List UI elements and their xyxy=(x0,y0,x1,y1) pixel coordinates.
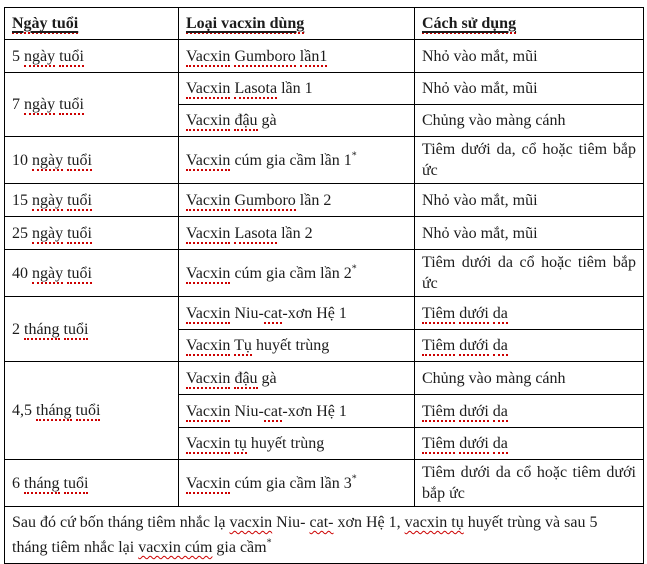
misspelled-text: Ngày tuổi xyxy=(12,15,79,32)
cell-text xyxy=(186,435,324,454)
text-run: cúm gia cầm lần 3 xyxy=(230,474,352,492)
vaccine-cell xyxy=(179,395,415,428)
misspelled-text: đậu xyxy=(234,112,258,129)
cell-text xyxy=(12,192,92,211)
vaccine-cell xyxy=(179,184,415,217)
text-run: lần 2 xyxy=(295,191,332,209)
misspelled-text: Vacxin xyxy=(186,151,231,169)
vaccine-cell xyxy=(179,460,415,507)
age-cell xyxy=(5,297,179,362)
misspelled-text: da xyxy=(492,304,508,322)
cell-text xyxy=(422,435,508,454)
misspelled-text: lần1 xyxy=(299,47,328,65)
table-row xyxy=(5,217,644,250)
cell-text xyxy=(422,464,636,502)
misspelled-text: Vacxin xyxy=(186,369,231,387)
misspelled-text: Vacxin xyxy=(186,435,231,452)
text-run: 5 xyxy=(12,47,24,65)
cell-text xyxy=(422,225,538,242)
misspelled-text: Vacxin xyxy=(186,191,231,209)
misspelled-text: cat xyxy=(263,402,283,420)
cell-text xyxy=(12,152,92,171)
cell-text xyxy=(422,254,636,292)
text-run: gia cầm xyxy=(212,539,267,556)
cell-text xyxy=(186,475,357,492)
usage-cell xyxy=(415,297,644,330)
table-row xyxy=(5,250,644,297)
cell-text xyxy=(422,112,566,129)
cell-text xyxy=(186,305,347,324)
usage-cell xyxy=(415,395,644,428)
footer-row xyxy=(5,507,644,564)
misspelled-text: ngày xyxy=(32,264,64,282)
header-cell-age xyxy=(5,8,179,40)
text-run: 4,5 xyxy=(12,402,36,419)
cell-text xyxy=(186,48,327,67)
header-row xyxy=(5,8,644,40)
misspelled-text: ngày xyxy=(32,224,64,242)
text-run: -xơn Hệ 1 xyxy=(282,304,347,322)
footer-note xyxy=(5,507,644,564)
text-run: 6 xyxy=(12,474,24,492)
vaccine-cell xyxy=(179,250,415,297)
age-cell xyxy=(5,40,179,73)
age-cell xyxy=(5,137,179,184)
text-run xyxy=(60,321,64,338)
cell-text xyxy=(12,15,78,34)
table-row xyxy=(5,184,644,217)
vaccine-cell xyxy=(179,217,415,250)
table-row xyxy=(5,460,644,507)
misspelled-text: Vacxin xyxy=(186,264,231,282)
misspelled-text: tụ xyxy=(234,435,247,452)
cell-text xyxy=(422,370,566,387)
text-run: Tiêm dưới da, cổ hoặc tiêm bắp ức xyxy=(422,141,636,179)
misspelled-text: vacxin xyxy=(229,514,273,531)
text-run: huyết trùng xyxy=(246,435,325,452)
misspelled-text: Lasota xyxy=(234,80,278,97)
cell-text xyxy=(186,152,357,169)
misspelled-text: ngày xyxy=(24,96,56,113)
cell-text xyxy=(422,80,538,97)
misspelled-text: tháng xyxy=(24,320,60,338)
text-run: 40 xyxy=(12,264,32,282)
misspelled-text: tuổi xyxy=(75,402,101,419)
misspelled-text: Vacxin xyxy=(186,112,231,129)
table-row xyxy=(5,137,644,184)
misspelled-text: tuổi xyxy=(63,320,89,338)
misspelled-text: ngày xyxy=(32,191,64,209)
cell-text xyxy=(12,48,84,67)
cell-text xyxy=(422,337,508,356)
text-run: Tiêm dưới da cổ hoặc tiêm dưới bắp ức xyxy=(422,464,636,502)
age-cell xyxy=(5,460,179,507)
usage-cell xyxy=(415,73,644,105)
text-run: 10 xyxy=(12,151,32,169)
usage-cell xyxy=(415,330,644,362)
text-run: xơn Hệ 1, xyxy=(333,514,405,531)
cell-text xyxy=(186,112,277,131)
misspelled-text: ngày xyxy=(24,47,56,65)
cell-text xyxy=(12,96,84,115)
misspelled-text: dưới xyxy=(459,435,489,452)
misspelled-text: Gumboro xyxy=(234,47,296,65)
misspelled-text: tuổi xyxy=(67,151,92,169)
text-run: Chủng vào màng cánh xyxy=(422,369,566,387)
vaccine-schedule-table xyxy=(4,7,644,564)
usage-cell xyxy=(415,40,644,73)
vaccine-cell xyxy=(179,105,415,137)
cell-text xyxy=(422,305,508,324)
asterisk-superscript: * xyxy=(351,473,357,485)
age-cell xyxy=(5,73,179,137)
text-run: 15 xyxy=(12,191,32,209)
text-run: 2 xyxy=(12,320,24,338)
text-run: cúm gia cầm lần 2 xyxy=(230,264,352,282)
text-run: 25 xyxy=(12,224,32,242)
text-run xyxy=(60,475,64,492)
misspelled-text: da xyxy=(492,337,508,354)
vaccine-cell xyxy=(179,428,415,460)
usage-cell xyxy=(415,217,644,250)
misspelled-text: Tụ xyxy=(234,337,252,354)
cell-text xyxy=(12,225,92,244)
text-run: Chủng vào màng cánh xyxy=(422,112,566,129)
text-run: Tiêm dưới da cổ hoặc tiêm bắp ức xyxy=(422,254,636,292)
misspelled-text: Vacxin xyxy=(186,224,231,242)
age-cell xyxy=(5,250,179,297)
misspelled-text: dưới xyxy=(459,337,489,354)
cell-text xyxy=(186,15,304,34)
cell-text xyxy=(186,80,313,99)
misspelled-text: Tiêm xyxy=(422,435,456,452)
cell-text xyxy=(186,265,357,282)
cell-text xyxy=(186,337,329,356)
text-run: huyết trùng xyxy=(251,337,330,354)
usage-cell xyxy=(415,184,644,217)
cell-text xyxy=(422,48,538,65)
text-run: Nhỏ vào mắt, mũi xyxy=(422,80,538,97)
misspelled-text: dưới xyxy=(459,402,489,420)
misspelled-text: Tiêm xyxy=(422,304,456,322)
vaccine-cell xyxy=(179,330,415,362)
text-run: Sau đó cứ bốn tháng tiêm nhắc lạ xyxy=(12,514,230,531)
misspelled-text: da xyxy=(492,402,508,420)
misspelled-text: Vacxin xyxy=(186,402,231,420)
cell-text xyxy=(186,192,331,211)
text-run: Niu- xyxy=(230,402,264,420)
text-run: gà xyxy=(257,369,277,387)
misspelled-text: Vacxin xyxy=(186,304,231,322)
misspelled-text: cat- xyxy=(309,514,334,531)
cell-text xyxy=(12,402,100,421)
usage-cell xyxy=(415,250,644,297)
age-cell xyxy=(5,362,179,460)
text-run: Nhỏ vào mắt, mũi xyxy=(422,47,538,65)
misspelled-text: tuổi xyxy=(59,96,84,113)
header-cell-vaccine xyxy=(179,8,415,40)
misspelled-text: Gumboro xyxy=(234,191,296,209)
misspelled-text: Loại vacxin dùng xyxy=(186,15,305,32)
misspelled-text: dưới xyxy=(459,304,489,322)
cell-text xyxy=(12,475,88,494)
misspelled-text: da xyxy=(492,435,508,452)
misspelled-text: tháng xyxy=(36,402,72,419)
usage-cell xyxy=(415,362,644,395)
misspelled-text: tuổi xyxy=(67,224,92,242)
misspelled-text: tháng xyxy=(24,474,60,492)
text-run: Niu- xyxy=(230,304,264,322)
table-row xyxy=(5,362,644,395)
misspelled-text: Vacxin xyxy=(186,474,231,492)
misspelled-text: Tiêm xyxy=(422,337,456,354)
text-run xyxy=(72,402,76,419)
age-cell xyxy=(5,184,179,217)
text-run: -xơn Hệ 1 xyxy=(282,402,347,420)
asterisk-superscript: * xyxy=(266,537,272,549)
misspelled-text: vacxin tụ xyxy=(404,514,464,531)
misspelled-text: Vacxin xyxy=(186,337,231,354)
text-run: 7 xyxy=(12,96,24,113)
vaccine-cell xyxy=(179,297,415,330)
table-row xyxy=(5,40,644,73)
table-row xyxy=(5,73,644,105)
cell-text xyxy=(12,321,88,340)
asterisk-superscript: * xyxy=(351,150,357,162)
misspelled-text: Lasota xyxy=(234,224,278,242)
text-run: Nhỏ vào mắt, mũi xyxy=(422,224,538,242)
misspelled-text: tuổi xyxy=(67,191,92,209)
text-run: lần 2 xyxy=(277,224,313,242)
vaccine-cell xyxy=(179,40,415,73)
cell-text xyxy=(186,225,313,244)
misspelled-text: vacxin cúm xyxy=(138,539,213,556)
cell-text xyxy=(422,192,538,209)
cell-text xyxy=(422,141,636,179)
cell-text xyxy=(186,403,347,422)
vaccine-cell xyxy=(179,73,415,105)
text-run: Nhỏ vào mắt, mũi xyxy=(422,191,538,209)
usage-cell xyxy=(415,105,644,137)
text-run: lần 1 xyxy=(277,80,313,97)
misspelled-text: ngày xyxy=(32,151,64,169)
usage-cell xyxy=(415,137,644,184)
vaccine-cell xyxy=(179,137,415,184)
text-run: cúm gia cầm lần 1 xyxy=(230,151,352,169)
text-run: Niu- xyxy=(272,514,310,531)
text-run: gà xyxy=(257,112,277,129)
misspelled-text: đậu xyxy=(234,369,258,387)
misspelled-text: cat xyxy=(263,304,283,322)
text-run: huyết trùng và sau 5 tháng tiêm nhắc lại xyxy=(12,514,598,556)
usage-cell xyxy=(415,428,644,460)
table-row xyxy=(5,297,644,330)
misspelled-text: Vacxin xyxy=(186,80,231,97)
asterisk-superscript: * xyxy=(351,263,357,275)
cell-text xyxy=(422,403,508,422)
cell-text xyxy=(186,370,277,389)
misspelled-text: tuổi xyxy=(59,47,84,65)
misspelled-text: tuổi xyxy=(67,264,92,282)
age-cell xyxy=(5,217,179,250)
misspelled-text: Tiêm xyxy=(422,402,456,420)
header-cell-usage xyxy=(415,8,644,40)
cell-text xyxy=(12,265,92,284)
usage-cell xyxy=(415,460,644,507)
vaccine-cell xyxy=(179,362,415,395)
cell-text xyxy=(422,15,516,34)
misspelled-text: Vacxin xyxy=(186,47,231,65)
misspelled-text: tuổi xyxy=(63,474,89,492)
misspelled-text: Cách sử dụng xyxy=(422,15,517,32)
